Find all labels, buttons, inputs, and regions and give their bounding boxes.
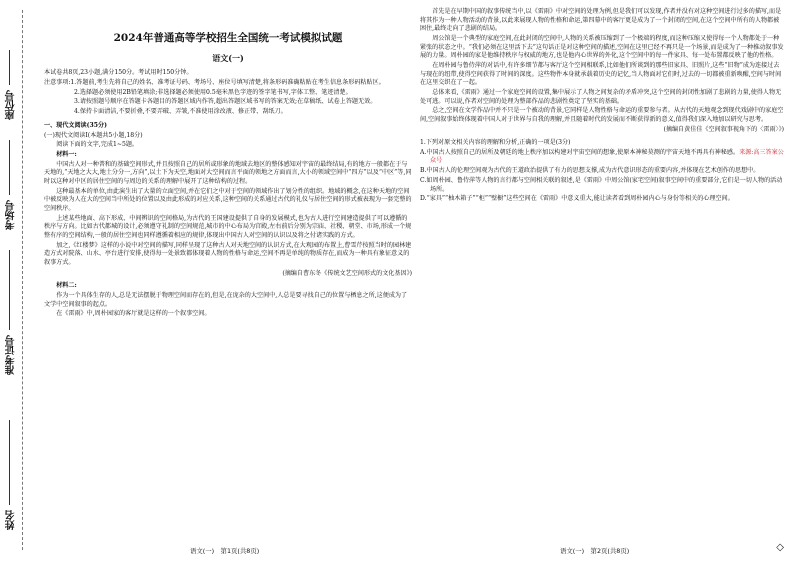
paragraph: 加之,《红楼梦》这样的小说中对空间的描写,同样呈现了这种古人对天地空间的认识方式,在大观园的布置上,曹雪芹按照当时的园林建造方式对院落、山水、亭台进行安排,使得每一处景致都体现着人物的性格与命运,空间不再是单纯的物质存在,而成为一种具有象征意义的叙事方式。	[44, 241, 412, 266]
paragraph: 上述某些地面、高下形成、中间辨识的空间格局,为古代的王国建设提供了自身的发展模式,也为古人进行空间建造提供了可以遵循的秩序与方向。比如古代都城的设计,必须遵守礼制的空间规范,城市的中心布局为宫殿,左右前后分别为宗庙、社稷、朝堂、市场,形成一个规整有序的空间结构,一般的居住空间也同样遵循着相应的规律,体现出中国古人对空间的认识以及将之付诸实践的方式。	[44, 214, 412, 239]
option-b: B.中国古人的伦理空间观为古代的王道政治提供了有力的思想支撑,成为古代意识形态的重要内容,并体现在艺术创作的思想中。	[420, 167, 760, 175]
note-item: 2.选择题必须使用2B铅笔填涂;非选择题必须使用0.5毫米黑色字迹的签字笔书写,字体工整、笔迹清楚。	[74, 88, 352, 96]
name-line	[9, 420, 10, 505]
note-item: 3.请按照题号顺序在答题卡各题目的答题区域内作答,超出答题区域书写的答案无效;在草稿纸、试卷上答题无效。	[74, 98, 377, 106]
page-1	[44, 8, 412, 320]
diamond-icon: ◇	[776, 542, 784, 553]
notes	[44, 79, 412, 117]
part-heading: (一)现代文阅读Ⅰ(本题共5小题,18分)	[44, 131, 143, 139]
paragraph: 在周朴园与鲁侍萍的对话中,有许多细节都与客厅这个空间相联系,比如他们所谈到的那些旧家具、旧照片,这些“旧物”成为连接过去与现在的纽带,使得空间获得了时间的深度。这些物件本身就承载着历史的记忆,当人物面对它们时,过去的一切都被重新唤醒,空间与时间在这里交织在了一起。	[420, 61, 782, 87]
room-line	[9, 140, 10, 195]
room-label: 考场号	[6, 200, 17, 230]
exam-info: 本试卷共8页,23小题,满分150分。考试用时150分钟。	[44, 69, 193, 76]
paragraph: 周公馆是一个典型的家庭空间,在此封闭的空间中,人物的关系被压缩到了一个极端的程度,而这种压缩又使得每一个人物都处于一种紧张的状态之中。“我们必须在这里活下去”这句话正是对这种空间的描述,空间在这里已经不再只是一个场景,而是成为了一种推动叙事发展的力量。周朴园的家是他维持秩序与权威的地方,也是他内心世界的外化,这个空间中的每一件家具、每一处布置都反映了他的性格。	[420, 34, 784, 60]
paragraph: 在《雷雨》中,周朴园家的客厅就是这样的一个叙事空间。	[56, 310, 211, 318]
ticket-label: 准考证号	[6, 335, 17, 375]
seat-line	[9, 50, 10, 85]
seat-label: 座位号	[6, 90, 17, 120]
material-2-label: 材料二:	[56, 282, 77, 290]
note-item: 注意事项:1.答题前,考生先将自己的姓名、准考证号码、考场号、座位号填写清楚,将条形码准确粘贴在考生信息条形码粘贴区。	[44, 78, 385, 86]
exam-title: 2024年普通高等学校招生全国统一考试模拟试题	[113, 32, 343, 44]
option-d: D.“家具”“柚木箱子”“柜”“壁橱”这些空间在《雷雨》中意义重大,能让读者看到周朴园内心与身份等相关的心理空间。	[420, 195, 734, 203]
paragraph: 首先是在早期中国的叙事传统当中,以《雷雨》中对空间的处理为例,但是我们可以发现,作者并没有对这种空间进行过多的描写,而是将其作为一种人物活动的背景,以此来展现人物的性格和命运,第四幕中的客厅更是成为了一个封闭的空间,在这个空间中所有的人物都被困住,最终走向了悲剧的结局。	[420, 8, 782, 33]
ticket-line	[9, 250, 10, 330]
watermark-text: 来源:高三答案公众号	[430, 148, 784, 165]
instructions: 阅读下面的文字,完成1~5题。	[56, 141, 139, 149]
question-1: 1.下列对原文相关内容的理解和分析,正确的一项是(3分)	[420, 139, 571, 147]
option-a: A.中国古人按照自己的居所及朝廷的地上秩序加以构建对宇宙空间的想象,使原本神秘莫测的宇宙天地不再具有神秘感。来源:高三答案公众号	[420, 148, 784, 165]
binding-line	[22, 10, 23, 550]
paragraph: 总之,空间在文学作品中并不只是一个被动的背景,它同样是人物性格与命运的重要参与者。从古代的天地观念到现代戏剧中的家庭空间,空间叙事始终体现着中国人对于世界与自我的理解,并且随着时代的发展而不断获得新的意义,值得我们深入地加以研究与思考。	[420, 107, 784, 123]
option-c: C.如周朴园、鲁侍萍等人物的言行都与空间相关联的叙述,是《雷雨》中周公馆(家宅空间)叙事空间中的重要部分,它们是一切人物的活动场所。	[420, 177, 783, 193]
paragraph: 这种最基本的单位,由此演生出了大量的立面空间,并在它们之中对于空间的领域作出了划分性的组织。地域的概念,在这种天地的空间中被反映为人在大的空间当中所处的位置以及由此形成的对应关系,这种空间的关系通过古代的礼仪与居住空间的形式被表现为一套完整的空间秩序。	[44, 187, 412, 212]
source-note: (摘编自曹东冬《传统文艺空间形式的文化基因》)	[282, 269, 412, 277]
page-1-footer: 语文(一) 第1页(共8页)	[190, 547, 260, 555]
paragraph: 作为一个具体生存的人,总是无法摆脱于物理空间而存在的,但是,在庞杂的大空间中,人总是要寻找自己的位置与栖息之所,这便成为了文学中空间叙事的起点。	[44, 291, 408, 308]
paragraph: 中国古人对一种普和的基础空间形式,并且按照自己的居所或形象的地域去地区的整体感知对宇宙的最终结局,有的地方一般都在于与天地的,“天地之大大,地土分分一,方向”,以土下为天空,地面对大空间而言平面的领地之方面而言,大小的领域空间中“四方”以及“中区”等,同时以这种对中区的居住空间的与周边的关系的理解中展开了这种结构的过程。	[44, 160, 412, 186]
material-1-label: 材料一:	[56, 151, 77, 159]
exam-subtitle: 语文(一)	[212, 53, 244, 63]
page-2	[420, 8, 784, 205]
note-item: 4.保持卡面清洁,不要折叠,不要弄破、弄皱,不准使用涂改液、修正带、刮纸刀。	[74, 108, 287, 116]
paragraph: 总体来看,《雷雨》通过一个家庭空间的设置,集中展示了人物之间复杂的矛盾冲突,这个空间的封闭性加剧了悲剧的力量,使得人物无处可逃。可以说,作者对空间的处理为整部作品的悲剧性奠定了坚实的基础。	[420, 88, 782, 105]
name-label: 姓名	[6, 510, 17, 530]
section-heading: 一、现代文阅读(35分)	[44, 121, 107, 129]
source-note: (摘编自黄佳佳《空间叙事视角下的〈雷雨〉》)	[663, 126, 784, 134]
exam-sidebar	[0, 0, 36, 561]
page-2-footer: 语文(一) 第2页(共8页)	[560, 547, 630, 555]
